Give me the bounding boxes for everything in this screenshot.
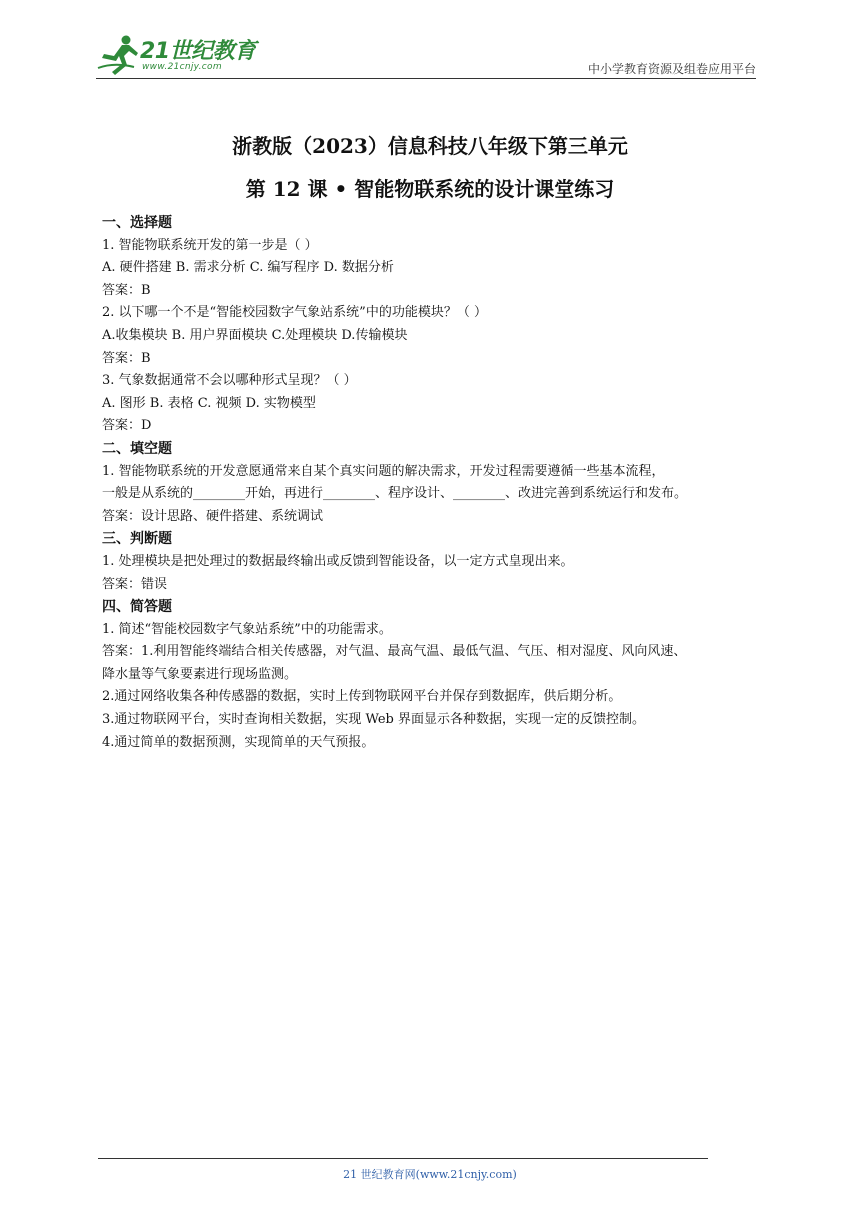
document-body — [102, 212, 766, 754]
question-2-stem: 2. 以下哪一个不是“智能校园数字气象站系统”中的功能模块？（ ） — [102, 305, 487, 321]
question-3-options: A. 图形 B. 表格 C. 视频 D. 实物模型 — [102, 395, 316, 411]
question-3-answer: 答案：D — [102, 418, 152, 434]
question-1-answer: 答案：B — [102, 282, 151, 298]
short-answer-line-4: 3.通过物联网平台，实时查询相关数据，实现 Web 界面显示各种数据，实现一定的反馈控制。 — [102, 712, 645, 728]
short-answer-line-1: 答案：1.利用智能终端结合相关传感器，对气温、最高气温、最低气温、气压、相对湿度、风向风速、 — [102, 644, 687, 660]
header-platform-text: 中小学教育资源及组卷应用平台 — [587, 62, 756, 76]
logo-text: 21世纪教育 — [140, 39, 256, 64]
fill-question-answer: 答案：设计思路、硬件搭建、系统调试 — [102, 508, 324, 524]
question-2-options: A.收集模块 B. 用户界面模块 C.处理模块 D.传输模块 — [102, 327, 408, 343]
logo — [96, 34, 266, 76]
short-answer-line-3: 2.通过网络收集各种传感器的数据，实时上传到物联网平台并保存到数据库，供后期分析。 — [102, 689, 622, 705]
section-heading-judge: 三、判断题 — [102, 531, 172, 548]
short-answer-line-5: 4.通过简单的数据预测，实现简单的天气预报。 — [102, 734, 375, 750]
fill-question-line-2: 一般是从系统的________开始，再进行________、程序设计、________、改进完善到系统运行和发布。 — [102, 486, 688, 502]
fill-question-line-1: 1. 智能物联系统的开发意愿通常来自某个真实问题的解决需求，开发过程需要遵循一些基本流程， — [102, 463, 665, 479]
page-title: 浙教版（2023）信息科技八年级下第三单元 — [232, 134, 628, 158]
page-subtitle: 第 12 课 • 智能物联系统的设计课堂练习 — [245, 177, 615, 201]
footer-link[interactable]: 21 世纪教育网(www.21cnjy.com) — [343, 1168, 517, 1181]
section-heading-short-answer: 四、简答题 — [102, 599, 172, 616]
page-header — [96, 30, 756, 80]
section-heading-fill: 二、填空题 — [102, 440, 172, 457]
header-divider — [96, 78, 756, 79]
runner-logo-icon — [96, 34, 140, 76]
short-answer-line-2: 降水量等气象要素进行现场监测。 — [102, 666, 298, 682]
question-3-stem: 3. 气象数据通常不会以哪种形式呈现？（ ） — [102, 373, 357, 389]
question-1-options: A. 硬件搭建 B. 需求分析 C. 编写程序 D. 数据分析 — [102, 260, 394, 276]
judge-question-stem: 1. 处理模块是把处理过的数据最终输出或反馈到智能设备，以一定方式皇现出来。 — [102, 553, 574, 569]
short-question-stem: 1. 简述“智能校园数字气象站系统”中的功能需求。 — [102, 621, 392, 637]
judge-question-answer: 答案：错误 — [102, 576, 168, 592]
section-heading-choice: 一、选择题 — [102, 215, 172, 231]
question-2-answer: 答案：B — [102, 350, 151, 366]
logo-url: www.21cnjy.com — [142, 62, 222, 72]
question-1-stem: 1. 智能物联系统开发的第一步是（ ） — [102, 237, 318, 253]
footer-divider — [98, 1158, 708, 1159]
